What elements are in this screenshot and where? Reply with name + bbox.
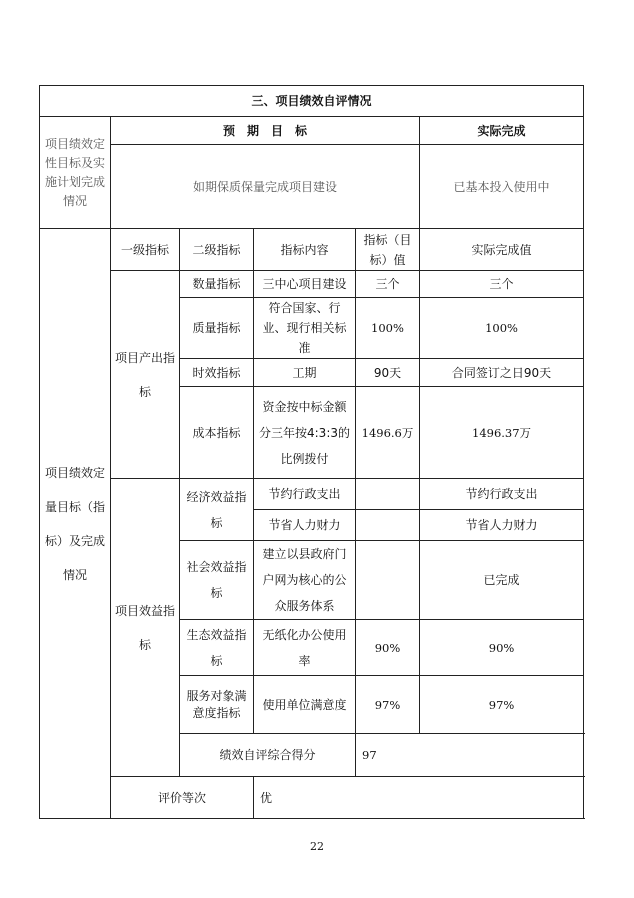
actual-completion-header: 实际完成 (420, 117, 584, 145)
benefit-level2: 生态效益指标 (180, 620, 254, 676)
output-target: 三个 (356, 271, 420, 298)
output-actual: 100% (420, 298, 584, 359)
expected-goal-header: 预 期 目 标 (111, 117, 420, 145)
page-number: 22 (310, 840, 324, 853)
output-content: 符合国家、行业、现行相关标准 (254, 298, 356, 359)
benefit-content: 无纸化办公使用率 (254, 620, 356, 676)
benefit-level2: 社会效益指标 (180, 541, 254, 620)
quantitative-label: 项目绩效定量目标（指标）及完成情况 (40, 229, 111, 819)
benefit-target (356, 479, 420, 510)
header-target: 指标（目标）值 (356, 229, 420, 271)
header-content: 指标内容 (254, 229, 356, 271)
output-actual: 合同签订之日90天 (420, 359, 584, 387)
benefit-content: 节约行政支出 (254, 479, 356, 510)
benefit-target: 97% (356, 676, 420, 734)
header-level2: 二级指标 (180, 229, 254, 271)
benefit-actual: 节省人力财力 (420, 510, 584, 541)
benefit-content: 建立以县政府门户网为核心的公众服务体系 (254, 541, 356, 620)
output-content: 三中心项目建设 (254, 271, 356, 298)
benefit-target: 90% (356, 620, 420, 676)
benefit-actual: 节约行政支出 (420, 479, 584, 510)
expected-goal-text: 如期保质保量完成项目建设 (111, 145, 420, 229)
benefit-actual: 97% (420, 676, 584, 734)
header-actual: 实际完成值 (420, 229, 584, 271)
benefit-target (356, 510, 420, 541)
benefit-target (356, 541, 420, 620)
benefit-level2: 经济效益指标 (180, 479, 254, 541)
qualitative-label: 项目绩效定性目标及实施计划完成情况 (40, 117, 111, 229)
benefit-content: 节省人力财力 (254, 510, 356, 541)
output-content: 工期 (254, 359, 356, 387)
output-actual: 三个 (420, 271, 584, 298)
output-target: 1496.6万 (356, 387, 420, 479)
output-level2: 数量指标 (180, 271, 254, 298)
output-group-label: 项目产出指标 (111, 271, 180, 479)
output-content: 资金按中标金额分三年按4:3:3的比例拨付 (254, 387, 356, 479)
benefit-actual: 已完成 (420, 541, 584, 620)
output-target: 90天 (356, 359, 420, 387)
header-level1: 一级指标 (111, 229, 180, 271)
grade-label: 评价等次 (111, 777, 254, 819)
benefit-group-label: 项目效益指标 (111, 479, 180, 777)
output-level2: 成本指标 (180, 387, 254, 479)
score-value: 97 (356, 734, 584, 777)
benefit-content: 使用单位满意度 (254, 676, 356, 734)
performance-evaluation-table (39, 85, 584, 819)
benefit-actual: 90% (420, 620, 584, 676)
actual-completion-text: 已基本投入使用中 (420, 145, 584, 229)
section-title: 三、项目绩效自评情况 (40, 86, 584, 117)
output-level2: 时效指标 (180, 359, 254, 387)
output-level2: 质量指标 (180, 298, 254, 359)
grade-value: 优 (254, 777, 584, 819)
output-target: 100% (356, 298, 420, 359)
output-actual: 1496.37万 (420, 387, 584, 479)
score-label: 绩效自评综合得分 (180, 734, 356, 777)
benefit-level2: 服务对象满意度指标 (180, 676, 254, 734)
